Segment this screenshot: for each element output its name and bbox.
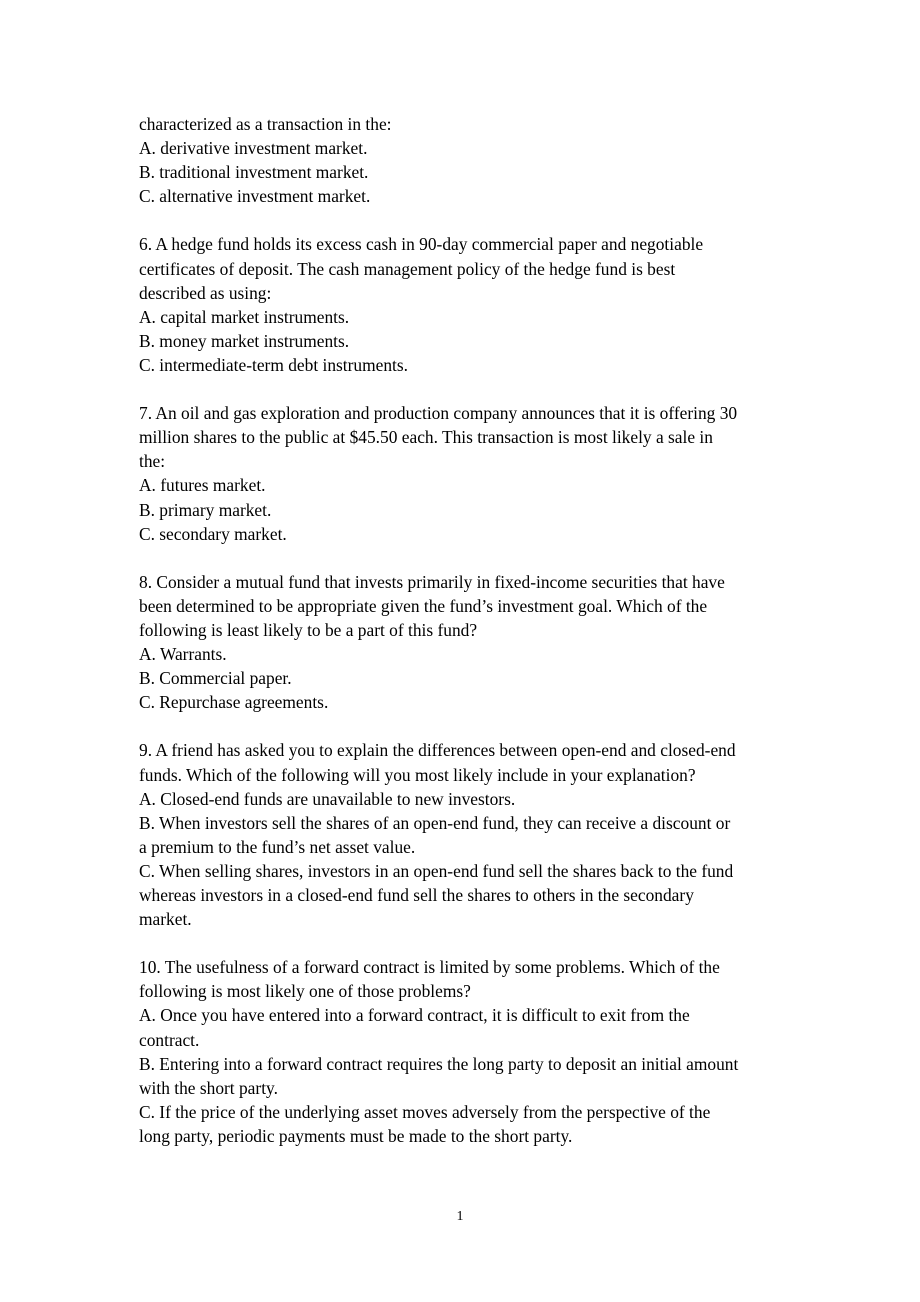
question-7-stem-line-2: million shares to the public at $45.50 each. This transaction is most likely a sale in [139, 427, 713, 448]
question-7-option-a: A. futures market. [139, 475, 266, 496]
question-10-option-b-line-2: with the short party. [139, 1077, 278, 1098]
paragraph-gap [139, 377, 799, 401]
question-6-option-a: A. capital market instruments. [139, 306, 350, 327]
question-9-option-c-line-2: whereas investors in a closed-end fund sell the shares to others in the secondary [139, 885, 694, 905]
question-8-option-b: B. Commercial paper. [139, 668, 292, 689]
question-8-option-c: C. Repurchase agreements. [139, 692, 329, 713]
question-10-stem-line-2: following is most likely one of those problems? [139, 981, 471, 1002]
question-5-option-b: B. traditional investment market. [139, 162, 369, 183]
question-8-stem-line-1: 8. Consider a mutual fund that invests primarily in fixed-income securities that have [139, 571, 725, 592]
paragraph-gap [139, 931, 799, 955]
question-9-stem-line-2: funds. Which of the following will you most likely include in your explanation? [139, 764, 696, 785]
question-6-stem-line-3: described as using: [139, 282, 272, 303]
page-number: 1 [456, 1209, 464, 1224]
question-7-option-c: C. secondary market. [139, 523, 287, 544]
question-5-option-a: A. derivative investment market. [139, 138, 368, 159]
question-10-option-c-line-1: C. If the price of the underlying asset moves adversely from the perspective of the [139, 1101, 711, 1122]
question-10-option-c-line-2: long party, periodic payments must be made to the short party. [139, 1125, 573, 1146]
paragraph-gap [139, 714, 799, 738]
question-9-option-c-line-1: C. When selling shares, investors in an open-end fund sell the shares back to the fund [139, 860, 734, 881]
question-8-stem-line-2: been determined to be appropriate given the fund’s investment goal. Which of the [139, 595, 708, 616]
question-9-option-a: A. Closed-end funds are unavailable to new investors. [139, 788, 516, 809]
question-8-option-a: A. Warrants. [139, 644, 227, 665]
question-7-option-b: B. primary market. [139, 499, 272, 520]
question-10-stem-line-1: 10. The usefulness of a forward contract is limited by some problems. Which of the [139, 957, 720, 978]
question-9-option-c-line-3: market. [139, 909, 192, 930]
question-9-stem-line-1: 9. A friend has asked you to explain the differences between open-end and closed-end [139, 740, 736, 761]
paragraph-gap [139, 208, 799, 232]
question-6-stem-line-2: certificates of deposit. The cash management policy of the hedge fund is best [139, 258, 676, 279]
question-5-continuation: characterized as a transaction in the: [139, 114, 392, 134]
document-body [139, 112, 799, 1148]
question-7-stem-line-3: the: [139, 451, 166, 472]
question-7-stem-line-1: 7. An oil and gas exploration and production company announces that it is offering 30 [139, 403, 738, 424]
question-6-option-b: B. money market instruments. [139, 330, 350, 351]
question-8-stem-line-3: following is least likely to be a part of this fund? [139, 619, 478, 640]
paragraph-gap [139, 546, 799, 570]
question-10-option-a-line-1: A. Once you have entered into a forward contract, it is difficult to exit from the [139, 1005, 690, 1026]
question-10-option-a-line-2: contract. [139, 1029, 200, 1050]
question-6-stem-line-1: 6. A hedge fund holds its excess cash in 90-day commercial paper and negotiable [139, 234, 704, 255]
question-9-option-b-line-1: B. When investors sell the shares of an open-end fund, they can receive a discount or [139, 812, 731, 833]
question-5-option-c: C. alternative investment market. [139, 186, 371, 207]
question-10-option-b-line-1: B. Entering into a forward contract requires the long party to deposit an initial amount [139, 1053, 739, 1074]
question-9-option-b-line-2: a premium to the fund’s net asset value. [139, 836, 416, 857]
question-6-option-c: C. intermediate-term debt instruments. [139, 354, 409, 375]
